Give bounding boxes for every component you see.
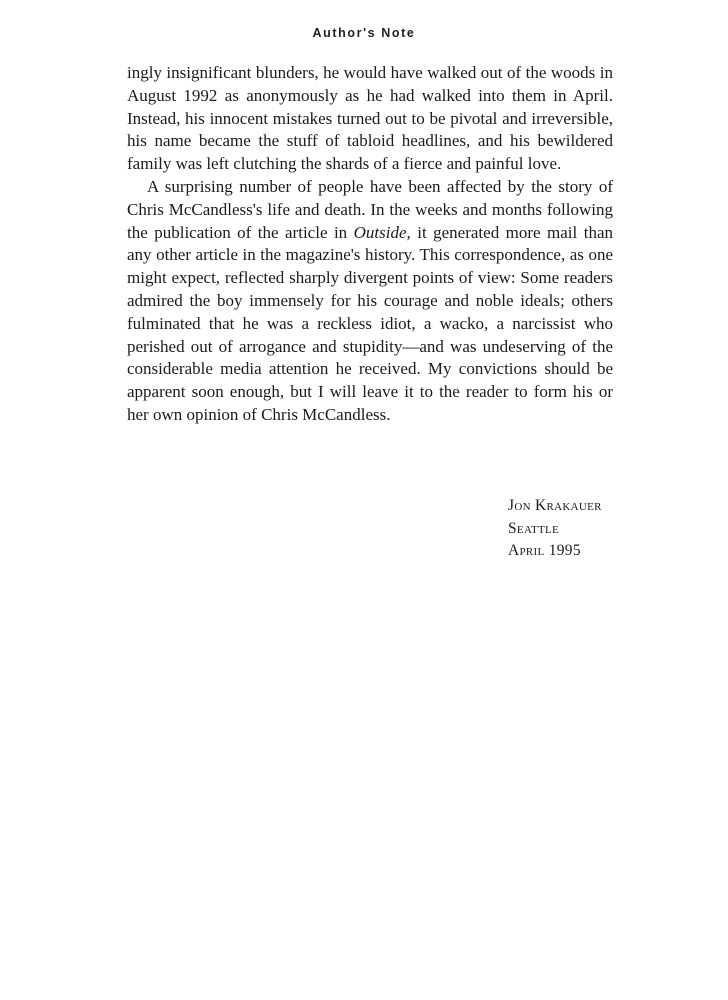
signature-block xyxy=(508,495,602,563)
paragraph-1: ingly insignificant blunders, he would have walked out of the woods in August 1992 as anonymously as he had walked into them in April. Instead, his innocent mistakes turned out to be pivotal and irreversible, his name became the stuff of tabloid headlines, and his bewildered family was left clutching the shards of a fierce and painful love. xyxy=(127,63,613,174)
magazine-title: Outside, xyxy=(353,222,411,242)
paragraph-2-text-a: A surprising number of people have been affected by the story of Chris McCandless's life and death. In the weeks and months following the publication of the article in xyxy=(127,176,613,242)
paragraph-2-text-b: it generated more mail than any other article in the magazine's history. This correspondence, as one might expect, reflected sharply divergent points of view: Some readers admired the boy immensely for his courage and noble ideals; others fulminated that he was a reckless idiot, a wacko, a narcissist who perished out of arrogance and stupidity—and was undeserving of the considerable media attention he received. My convictions should be apparent soon enough, but I will leave it to the reader to form his or her own opinion of Chris McCandless. xyxy=(127,222,613,424)
body-text xyxy=(127,62,613,427)
author-name: Jon Krakauer xyxy=(508,497,602,514)
paragraph-2 xyxy=(127,176,613,427)
signature-city: Seattle xyxy=(508,519,560,537)
signature-date: April 1995 xyxy=(508,542,581,559)
running-head: Author's Note xyxy=(312,26,416,40)
